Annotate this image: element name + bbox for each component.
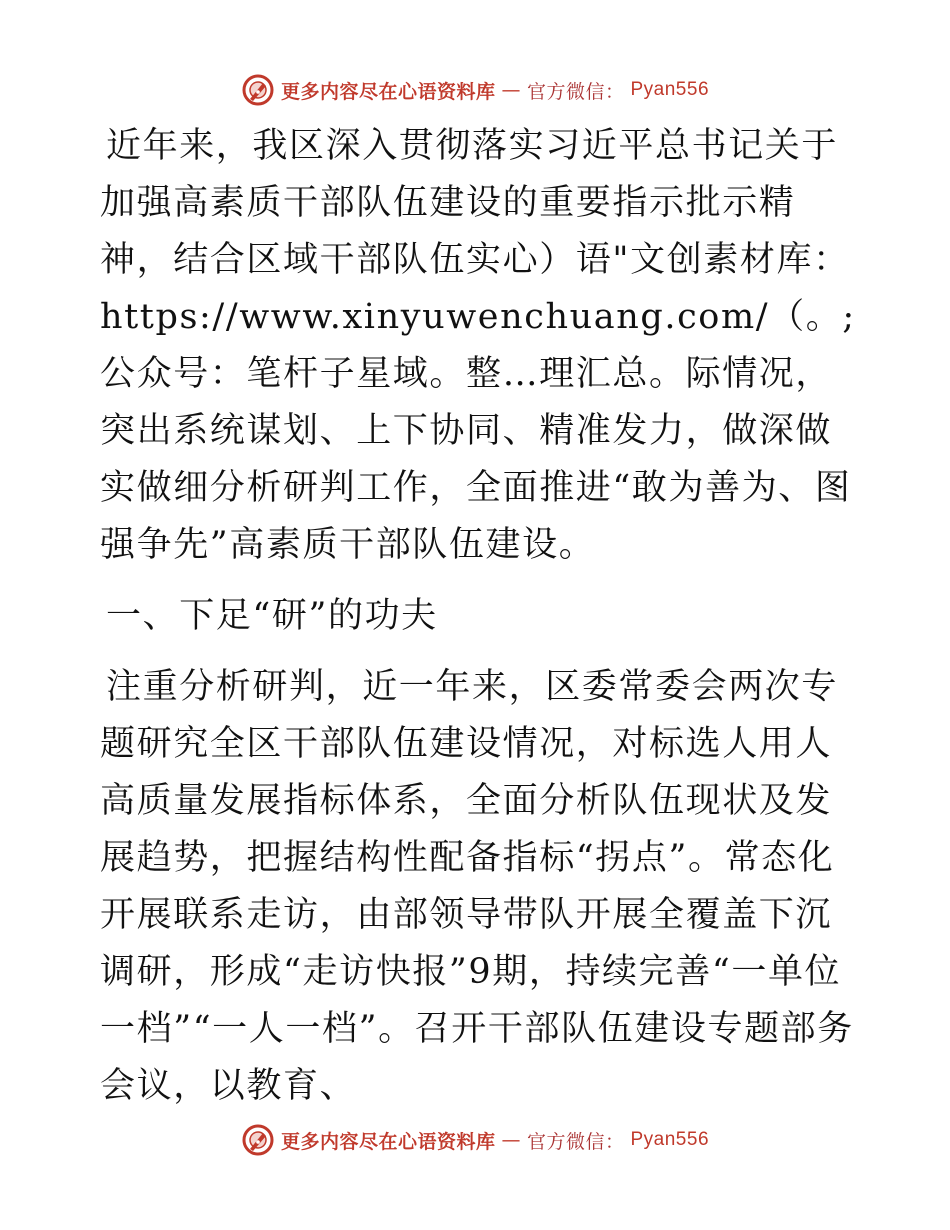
banner-wechat-label: 官方微信： [526, 1130, 625, 1153]
banner-wechat-id: Pyan556 [630, 1129, 710, 1150]
pen-nib-logo-icon [241, 1123, 275, 1157]
paragraph-intro: 近年来，我区深入贯彻落实习近平总书记关于加强高素质干部队伍建设的重要指示批示精神，结合区域干部队伍实心）语"文创素材库：https://www.xinyuwenchuang.com/（。;公众号：笔杆子星域。整…理汇总。际情况，突出系统谋划、上下协同、精准发力，做深做实做细分析研判工作，全面推进“敢为善为、图强争先”高素质干部队伍建设。 [100, 126, 856, 565]
banner-wechat-label: 官方微信： [526, 80, 625, 103]
footer-watermark-banner [0, 1120, 950, 1160]
pen-nib-logo-icon [241, 73, 275, 107]
banner-separator: — [501, 79, 521, 101]
section-heading-1: 一、下足“研”的功夫 [106, 596, 438, 636]
paragraph-research: 注重分析研判，近一年来，区委常委会两次专题研究全区干部队伍建设情况，对标选人用人高质量发展指标体系，全面分析队伍现状及发展趋势，把握结构性配备指标“拐点”。常态化开展联系走访，由部领导带队开展全覆盖下沉调研，形成“走访快报”9期，持续完善“一单位一档”“一人一档”。召开干部队伍建设专题部务会议，以教育、 [100, 667, 854, 1106]
banner-separator: — [501, 1129, 521, 1151]
banner-brand-text: 更多内容尽在心语资料库 [280, 80, 496, 103]
banner-brand-text: 更多内容尽在心语资料库 [280, 1130, 496, 1153]
banner-wechat-id: Pyan556 [630, 79, 710, 100]
document-body [100, 118, 860, 1115]
header-watermark-banner [0, 70, 950, 110]
